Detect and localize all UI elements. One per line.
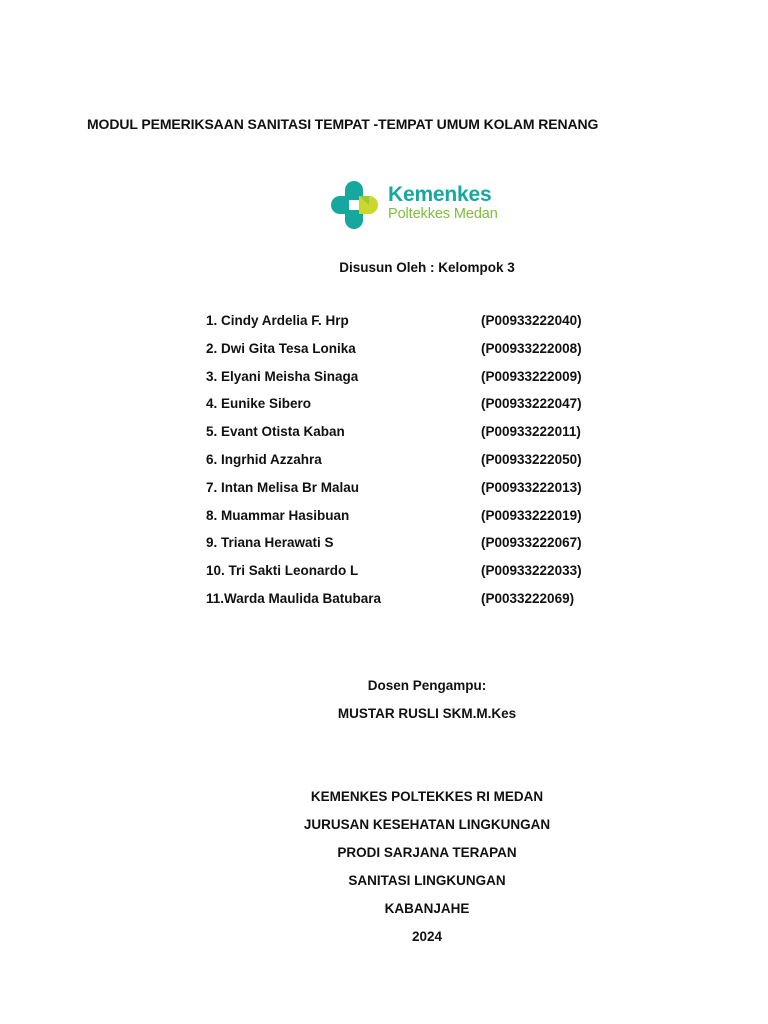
author-nim: (P00933222040) [481, 313, 582, 328]
institution-line-2: JURUSAN KESEHATAN LINGKUNGAN [303, 817, 551, 832]
author-nim: (P00933222009) [481, 368, 582, 384]
author-nim: (P00933222019) [481, 507, 582, 523]
author-name: 1. Cindy Ardelia F. Hrp [206, 313, 349, 328]
institution-line-5: KABANJAHE [384, 901, 470, 916]
list-item [206, 424, 626, 452]
author-nim: (P00933222047) [481, 396, 582, 412]
author-nim: (P00933222067) [481, 535, 582, 551]
author-name: 2. Dwi Gita Tesa Lonika [206, 340, 356, 356]
kemenkes-logo-mark-icon [328, 178, 384, 234]
list-item [206, 313, 626, 341]
document-year: 2024 [411, 929, 443, 944]
logo-sub-text: Poltekkes Medan [388, 206, 498, 222]
list-item [206, 480, 626, 508]
lecturer-name: MUSTAR RUSLI SKM.M.Kes [337, 706, 517, 721]
author-nim: (P00933222011) [481, 424, 581, 440]
list-item [206, 396, 626, 424]
document-title: MODUL PEMERIKSAAN SANITASI TEMPAT -TEMPAT UMUM KOLAM RENANG [87, 116, 599, 132]
list-item [206, 452, 626, 480]
institution-line-3: PRODI SARJANA TERAPAN [337, 845, 517, 860]
list-item [206, 591, 626, 619]
author-nim: (P00933222013) [481, 479, 582, 495]
institution-line-4: SANITASI LINGKUNGAN [348, 873, 506, 888]
prepared-by: Disusun Oleh : Kelompok 3 [339, 260, 515, 275]
kemenkes-logo [328, 178, 538, 234]
author-name: 9. Triana Herawati S [206, 535, 334, 551]
author-name: 8. Muammar Hasibuan [206, 507, 350, 523]
author-name: 11.Warda Maulida Batubara [206, 590, 382, 606]
author-name: 7. Intan Melisa Br Malau [206, 479, 360, 495]
list-item [206, 341, 626, 369]
author-nim: (P0033222069) [481, 590, 575, 606]
list-item [206, 535, 626, 563]
author-name: 4. Eunike Sibero [206, 396, 312, 412]
list-item [206, 369, 626, 397]
author-name: 6. Ingrhid Azzahra [206, 451, 322, 467]
institution-line-1: KEMENKES POLTEKKES RI MEDAN [310, 789, 544, 804]
author-nim: (P00933222008) [481, 340, 582, 356]
lecturer-label: Dosen Pengampu: [367, 678, 487, 693]
author-name: 3. Elyani Meisha Sinaga [206, 368, 359, 384]
author-name: 10. Tri Sakti Leonardo L [206, 563, 359, 579]
author-name: 5. Evant Otista Kaban [206, 424, 345, 440]
author-nim: (P00933222033) [481, 563, 582, 579]
author-nim: (P00933222050) [481, 451, 582, 467]
logo-main-text: Kemenkes [388, 183, 492, 206]
author-list [206, 313, 626, 619]
list-item [206, 563, 626, 591]
list-item [206, 508, 626, 536]
